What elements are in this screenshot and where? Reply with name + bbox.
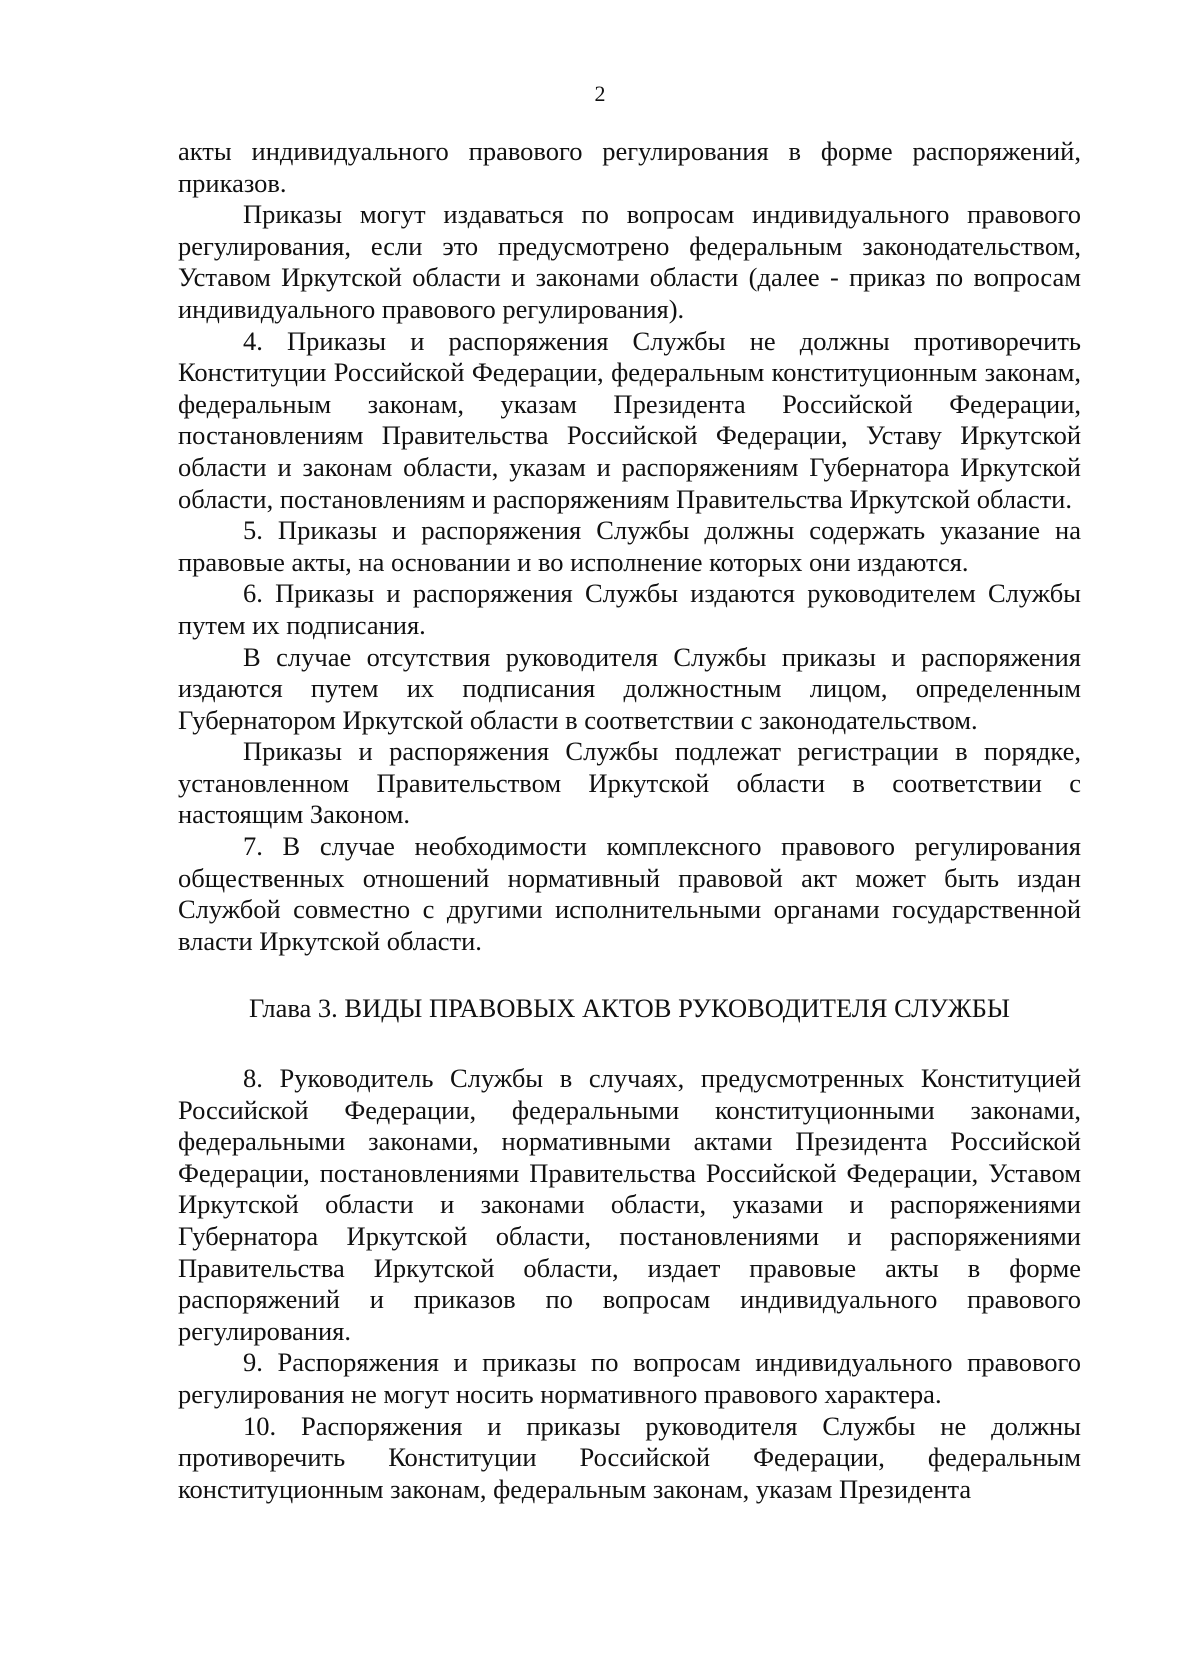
paragraph-item-9: 9. Распоряжения и приказы по вопросам индивидуального правового регулирования не могут носить нормативного правового характера. [178, 1347, 1081, 1409]
page-number: 2 [594, 81, 606, 106]
paragraph: Приказы могут издаваться по вопросам индивидуального правового регулирования, если это предусмотрено федеральным законодательством, Уставом Иркутской области и законами области (далее - приказ по вопросам индивидуального правового регулирования). [178, 199, 1081, 324]
paragraph-item-4: 4. Приказы и распоряжения Службы не должны противоречить Конституции Российской Федерации, федеральным конституционным законам, федеральным законам, указам Президента Российской Федерации, постановлениям Правительства Российской Федерации, Уставу Иркутской области и законам области, указам и распоряжениям Губернатора Иркутской области, постановлениям и распоряжениям Правительства Иркутской области. [178, 325, 1081, 514]
paragraph: Приказы и распоряжения Службы подлежат регистрации в порядке, установленном Правительством Иркутской области в соответствии с настоящим Законом. [178, 736, 1081, 830]
document-body [178, 136, 1081, 1505]
paragraphs-top [178, 136, 1081, 957]
paragraph-item-5: 5. Приказы и распоряжения Службы должны содержать указание на правовые акты, на основании и во исполнение которых они издаются. [178, 515, 1081, 577]
paragraph-item-8: 8. Руководитель Службы в случаях, предусмотренных Конституцией Российской Федерации, федеральными конституционными законами, федеральными законами, нормативными актами Президента Российской Федерации, постановлениями Правительства Российской Федерации, Уставом Иркутской области и законами области, указами и распоряжениями Губернатора Иркутской области, постановлениями и распоряжениями Правительства Иркутской области, издает правовые акты в форме распоряжений и приказов по вопросам индивидуального правового регулирования. [178, 1063, 1081, 1346]
chapter-heading: Глава 3. ВИДЫ ПРАВОВЫХ АКТОВ РУКОВОДИТЕЛЯ СЛУЖБЫ [249, 993, 1010, 1024]
paragraph: акты индивидуального правового регулирования в форме распоряжений, приказов. [178, 136, 1081, 198]
paragraph-item-7: 7. В случае необходимости комплексного правового регулирования общественных отношений нормативный правовой акт может быть издан Службой совместно с другими исполнительными органами государственной власти Иркутской области. [178, 831, 1081, 956]
paragraph-item-6: 6. Приказы и распоряжения Службы издаются руководителем Службы путем их подписания. [178, 578, 1081, 640]
paragraph: В случае отсутствия руководителя Службы приказы и распоряжения издаются путем их подписания должностным лицом, определенным Губернатором Иркутской области в соответствии с законодательством. [178, 641, 1081, 735]
paragraphs-bottom [178, 1063, 1081, 1505]
paragraph-item-10: 10. Распоряжения и приказы руководителя Службы не должны противоречить Конституции Российской Федерации, федеральным конституционным законам, федеральным законам, указам Президента [178, 1410, 1081, 1504]
